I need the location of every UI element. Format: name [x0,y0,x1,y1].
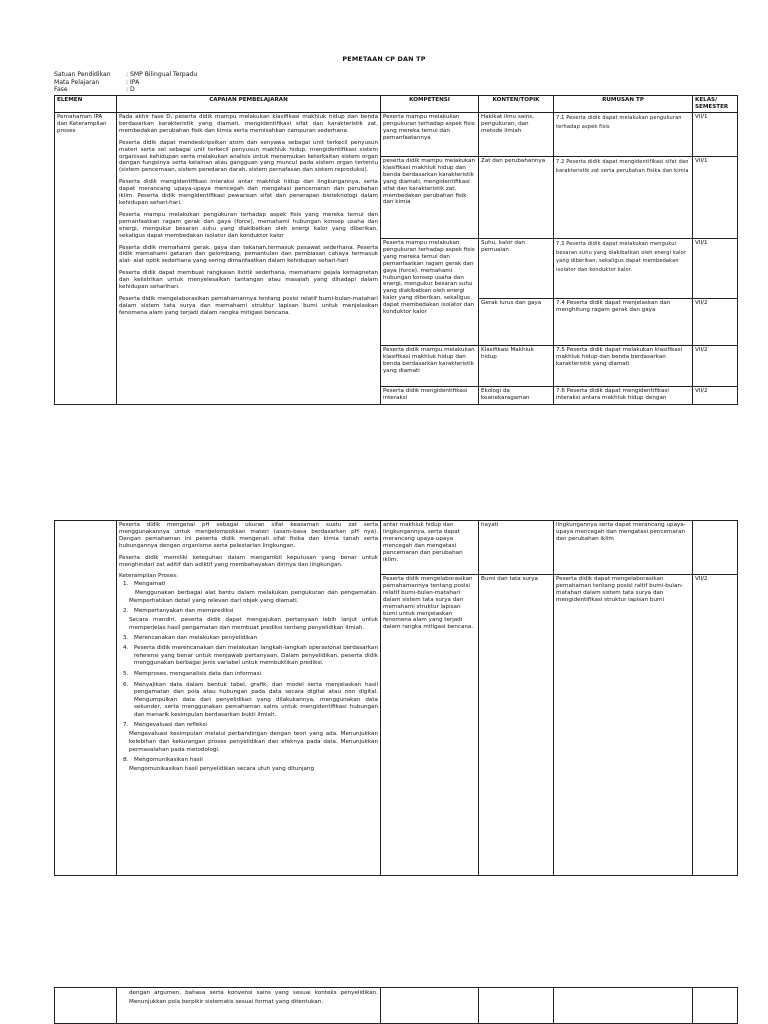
step-number: 5. [123,670,129,677]
meta-label: Satuan Pendidikan [54,71,111,78]
kelas-cell: VII/2 [693,346,738,387]
header-cp: CAPAIAN PEMBELAJARAN [117,96,381,113]
cp-paragraph: Peserta didik mengelaborasikan pemahamannya tentang posisi relatif bumi-bulan-matahari dalam sistem tata surya dan memahami struktur lapisan bumi untuk menjelaskan fenomena alam yang terjadi dalam rangka mitigasi bencana. [119,295,378,316]
keterampilan-proses-title: Keterampilan Proses: [119,573,179,580]
step-title: Mempertanyakan dan memprediksi [134,607,234,614]
konten-cell: Klasifikasi Makhluk hidup [479,346,554,387]
step-number: 6. [123,681,129,688]
header-elemen: ELEMEN [55,96,117,113]
konten-cell: Hakikat ilmu sains, pengukuran, dan metode ilmiah [479,113,554,157]
meta-value: : D [126,86,135,94]
step-description: Mengomunikasikan hasil penyelidikan secara utuh yang ditunjang [129,765,315,772]
kompetensi-cell: antar makhluk hidup dan lingkungannya, serta dapat merancang upaya-upaya mencegah dan mengatasi pencemaran dan perubahan iklim. [381,521,479,575]
step-number: 7. [123,722,129,729]
rumusan-tp-cell: Peserta didik dapat mengelaborasikan pemahaman tentang posisi raltif bumi-bulan-matahari dalam sistem tata surya dan mengidentifikasi struktur lapisan bumi [554,575,693,876]
meta-value: : SMP Bilingual Terpadu [126,71,198,78]
step-title: Mengevaluasi dan refleksi [134,722,207,729]
step-title: Mengomunikasikan hasil [134,757,203,764]
step-title: Merencanakan dan melakukan penyelidikan [134,634,258,641]
kelas-cell: VII/2 [693,299,738,346]
kelas-cell [693,521,738,575]
kompetensi-cell: Peserta didik mengelaborasikan pemahamannya tentang posisi relatif bumi-bulan-matahari dalam sistem tata surya dan memahami struktur lapisan bumi untuk menjelaskan fenomena alam yang terjadi dalam rangka mitigasi bencana. [381,575,479,876]
meta-row-mapel [54,79,197,87]
cp-paragraph: Peserta didik mengidentifikasi interaksi antar makhluk hidup dan lingkungannya, serta dapat merancang upaya-upaya mencegah dan mengatasi pencemaran dan perubahan iklim. Peserta didik mengidentifikasi pewarisan sifat dan penerapan bioteknologi dalam kehidupan sehari-hari. [119,179,378,206]
cp-paragraph: Peserta didik dapat membuat rangkaian listrik sederhana, memahami gejala kemagnetan dan kelistrikan untuk menyelesaikan tantangan atau masalah yang dihadapi dalam kehidupan seharihari. [119,270,378,291]
kompetensi-cell: Peserta didik mampu melakukan klasifikasi makhluk hidup dan benda berdasarkan karakteristik yang diamati [381,346,479,387]
header-konten: KONTEN/TOPIK [479,96,554,113]
list-item [119,581,378,605]
rumusan-tp-cell: 7.3 Peserta didik dapat melakukan mengukur besaran suhu yang diakibatkan oleh energi kalor yang diberikan, sekaligus dapat membedakan isolator dan konduktor kalor. [554,239,693,299]
step-title: Peserta didik merencanakan dan melakukan langkah-langkah operasional berdasarkan referensi yang benar untuk menjawab pertanyaan. Dalam penyelidikan, peserta didik menggunakan berbagai jenis variabel untuk membuktikan prediksi. [134,645,378,667]
cp-paragraph: Peserta didik mengenal pH sebagai ukuran sifat keasaman suatu zat serta menggunakannya untuk mengelompokkan materi (asam-basa berdasarkan pH nya). Dengan pemahaman ini peserta didik mengenali sifat fisika dan kimia tanah serta hubungannya dengan organisme serta pelestarian lingkungan. [119,522,378,549]
step-number: 1. [123,581,129,588]
cp-paragraph: Peserta didik dapat mendeskripsikan atom dan senyawa sebagai unit terkecil penyusun materi serta sel sebagai unit terkecil penyusun makhluk hidup, mengidentifikasi sistem organisasi kehidupan serta melakukan analisis untuk menemukan keterkaitan sistem organ dengan fungsinya serta kelainan atau gangguan yang muncul pada sistem organ tertentu (sistem pencernaan, sistem peredaran darah, sistem pernafasan dan sistem reproduksi). [119,139,378,174]
step-title: Mengamati [134,581,166,588]
step-number: 4. [123,645,129,652]
cp-cell [117,521,381,876]
elemen-cell-empty [55,521,117,876]
list-item [119,722,378,754]
document-meta [54,71,197,94]
cp-paragraph: Pada akhir fase D, peserta didik mampu melakukan klasifikasi makhluk hidup dan benda berdasarkan karakteristik yang diamati, mengidentifikasi sifat dan karakteristik zat, membedakan perubahan fisik dan kimia serta memisahkan campuran sederhana. [119,114,378,134]
list-item [119,635,378,643]
elemen-cell: Pemahaman IPA dan Keterampilan proses [55,113,117,405]
step-description: Menggunakan berbagai alat bantu dalam melakukan pengukuran dan pengamatan. Memperhatikan detail yang relevan dari objek yang diamati. [129,589,378,604]
list-item [119,757,378,773]
cp-paragraph: Peserta mampu melakukan pengukuran terhadap aspek fisis yang mereka temui dan pemanfaatkan ragam gerak dan gaya (force), memahami hubungan konsep usaha dan energi, mengukur besaran suhu yang diakibatkan oleh energi kalor yang diberikan, sekaligus dapat membedakan isolator dan konduktor kalor [119,211,378,239]
meta-row-fase [54,86,197,94]
header-kompetensi: KOMPETENSI [381,96,479,113]
step-number: 8. [123,757,129,764]
rumusan-tp-cell: 7.2 Peserta didik dapat mengidentifikasi sifat dan karakteristik zat serta perubahan fisika dan kimia [554,157,693,239]
konten-cell-empty [479,988,554,1024]
list-item [119,608,378,632]
mapping-table-page-2 [54,520,738,876]
kompetensi-cell: Peserta mampu melakukan pengukuran terhadap aspek fisis yang mereka temui dan pemanfaatkan ragam gerak dan gaya (force), memahami hubungan konsep usaha dan energi, mengukur besaran suhu yang diakibatkan oleh energi kalor yang diberikan, sekaligus dapat membedakan isolator dan konduktor kalor [381,239,479,346]
step-title: Memproses, menganalisis data dan informasi [134,670,262,677]
kompetensi-cell: Peserta mampu melakukan pengukuran terhadap aspek fisis yang mereka temui dan pemanfaatannya [381,113,479,157]
cp-cell [117,988,381,1024]
rumusan-tp-cell: 7.1 Peserta didik dapat melakukan pengukuran terhadap aspek fisis [554,113,693,157]
konten-cell: hayati [479,521,554,575]
meta-label: Fase [54,86,68,94]
cp-cell [117,113,381,405]
list-item [119,671,378,679]
kompetensi-cell-empty [381,988,479,1024]
step-number: 3. [123,634,129,641]
step-description: Mengevaluasi kesimpulan melalui perbandingan dengan teori yang ada. Menunjukkan kelebihan dan kekurangan proses penyelidikan dan efeknya pada data. Menunjukkan permasalahan pada metodologi. [129,731,378,754]
rumusan-tp-cell: 7.5 Peserta didik dapat melakukan klasifikasi makhluk hidup dan benda berdasarkan karakteristik yang diamati [554,346,693,387]
konten-cell: Ekologi da keanekaragaman [479,387,554,405]
konten-cell: Suhu, kalor dan pemuaian [479,239,554,299]
header-kelas: KELAS/ SEMESTER [693,96,738,113]
list-item [119,682,378,720]
step-description-continued: dengan argumen, bahasa serta konvensi sains yang sesuai konteks penyelidikan. Menunjukkan pola berpikir sistematis sesuai format yang ditentukan. [129,990,378,1005]
page-title: PEMETAAN CP DAN TP [342,55,426,63]
keterampilan-proses-list [119,581,378,772]
kelas-cell: VII/1 [693,113,738,157]
mapping-table-page-1 [54,95,738,405]
mapping-table-page-3 [54,987,738,1024]
rumusan-tp-cell: 7.6 Peserta didik dapat mengidentifikasi interaksi antara makhluk hidup dengan [554,387,693,405]
cp-paragraph: Peserta didik memahami gerak, gaya dan tekanan,termasuk pesawat sederhana. Peserta didik memahami getaran dan gelombang, pemantulan dan pembiasan cahaya termasuk alat- alat optik sederhana yang sering dimanfaatkan dalam kehidupan sehari-hari [119,244,378,265]
header-rumusan: RUMUSAN TP [554,96,693,113]
step-description: Secara mandiri, peserta didik dapat mengajukan pertanyaan lebih lanjut untuk memperjelas hasil pengamatan dan membuat prediksi tentang penyelidikan ilmiah. [129,616,378,631]
step-title: Menyajikan data dalam bentuk tabel, grafik, dan model serta menjelaskan hasil pengamatan dan pola atau hubungan pada data secara digital atau non digital. Mengumpulkan data dari penyelidikan yang dilakukannya, menggunakan data sekunder, serta menggunakan pemahaman sains untuk mengidentifikasi hubungan dan menarik kesimpulan berdasarkan bukti ilmiah. [134,681,378,718]
kelas-cell: VII/2 [693,575,738,876]
meta-value: : IPA [126,78,140,86]
kelas-cell-empty [693,988,738,1024]
kompetensi-cell: peserta didik mampu melakukan klasifikasi makhluk hidup dan benda berdasarkan karakteristik yang diamati, mengidentifikasi sifat dan karakteristik zat, membedakan perubahan fisik dan kimia [381,157,479,239]
kelas-cell: VII/1 [693,239,738,299]
meta-label: Mata Pelajaran [54,78,100,86]
rumusan-tp-cell: lingkungannya serta dapat merancang upaya-upaya mencegah dan mengatasi pencemaran dan perubahan iklim [554,521,693,575]
cp-paragraph: Peserta didik memiliki keteguhan dalam mengambil keputusan yang benar untuk menghindari zat aditif dan adiktif yang membahayakan dirinya dan lingkungan. [119,554,378,568]
step-number: 2. [123,607,129,614]
kelas-cell: VII/1 [693,157,738,239]
rumusan-tp-cell-empty [554,988,693,1024]
konten-cell: Zat dan perubahannya [479,157,554,239]
kelas-cell: VII/2 [693,387,738,405]
rumusan-tp-cell: 7.4 Peserta didik dapat menjelaskan dan menghitung ragam gerak dan gaya [554,299,693,346]
konten-cell: Bumi dan tata surya [479,575,554,876]
elemen-cell-empty [55,988,117,1024]
kompetensi-cell: Peserta didik mengidentifikasi interaksi [381,387,479,405]
list-item [119,645,378,668]
konten-cell: Gerak lurus dan gaya [479,299,554,346]
meta-row-satuan [54,71,197,79]
